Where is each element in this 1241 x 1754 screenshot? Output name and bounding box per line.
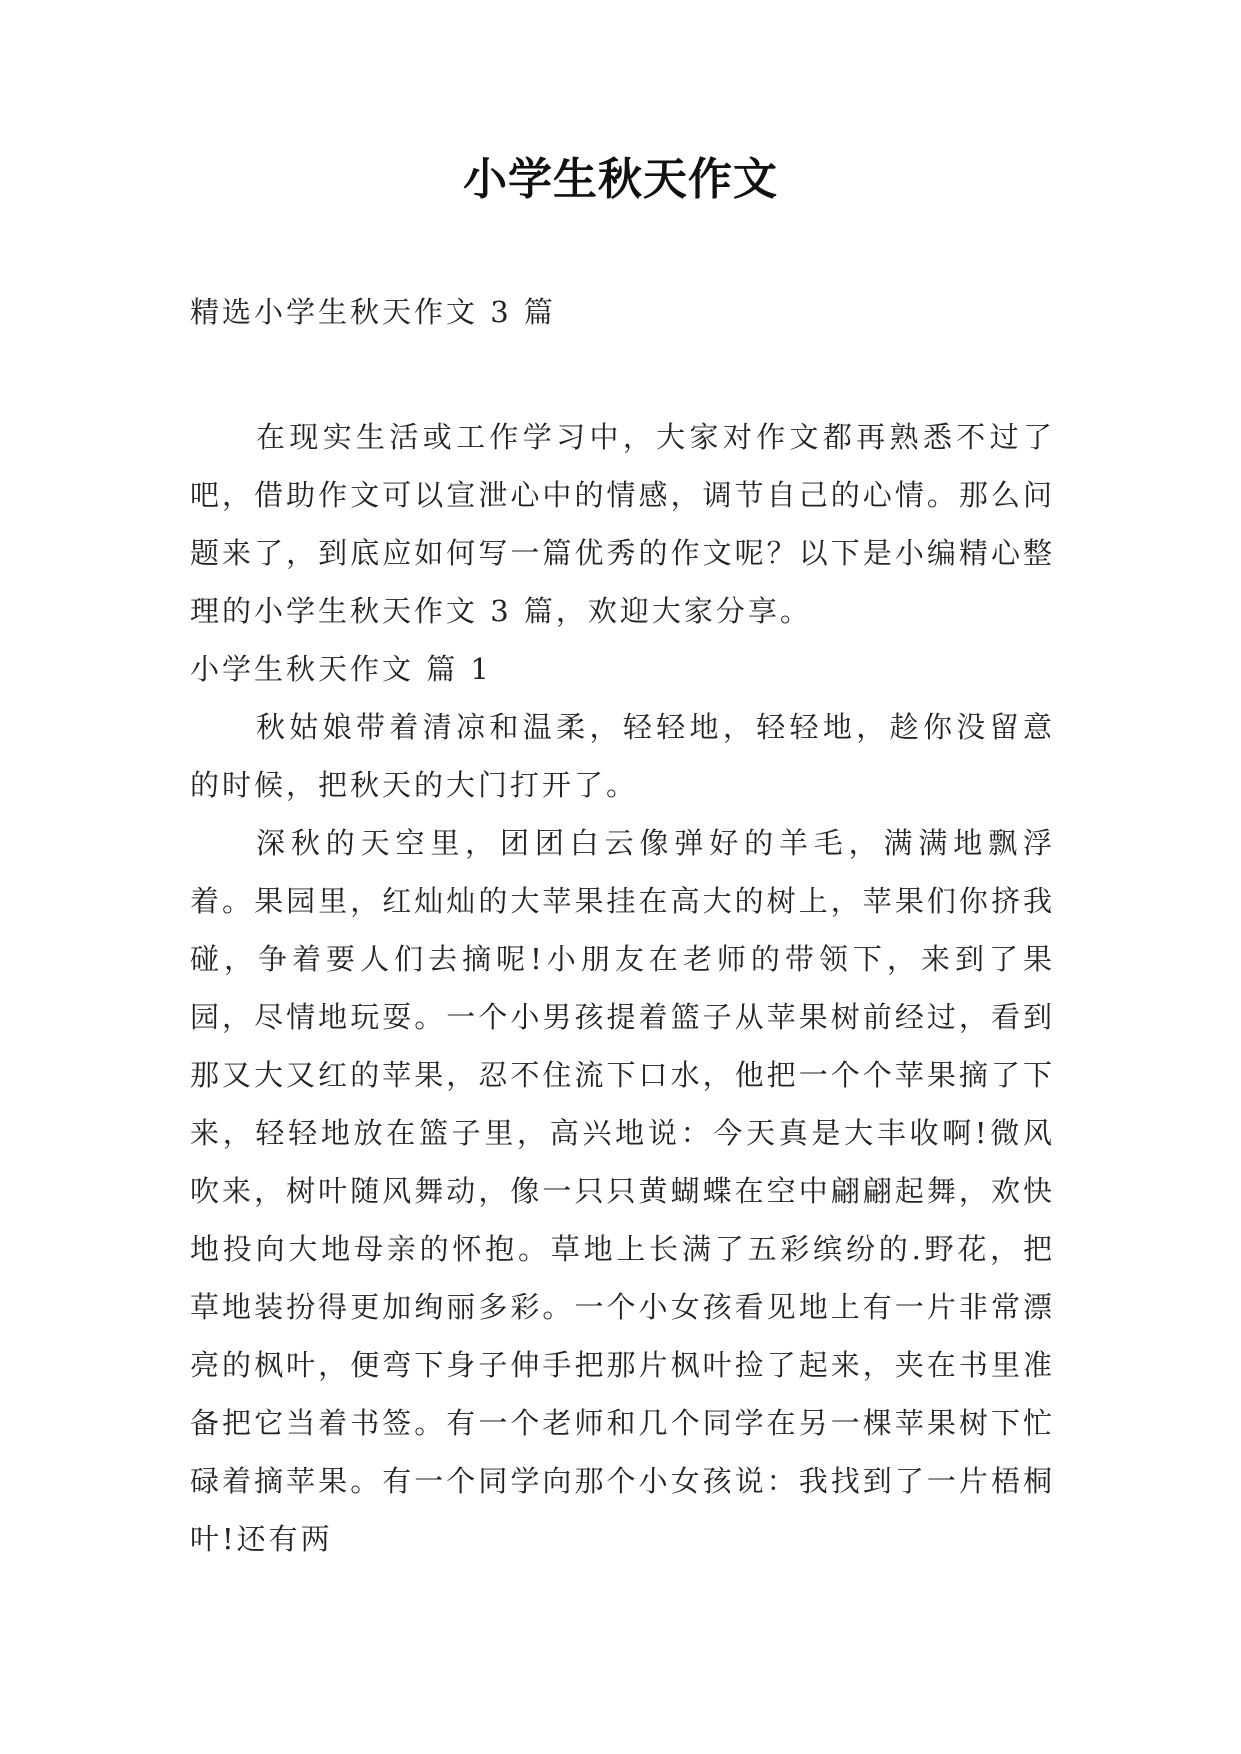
body-paragraph-2: 深秋的天空里，团团白云像弹好的羊毛，满满地飘浮着。果园里，红灿灿的大苹果挂在高大的树上，苹果们你挤我碰，争着要人们去摘呢!小朋友在老师的带领下，来到了果园，尽情地玩耍。一个小男孩提着篮子从苹果树前经过，看到那又大又红的苹果，忍不住流下口水，他把一个个苹果摘了下来，轻轻地放在篮子里，高兴地说：今天真是大丰收啊!微风吹来，树叶随风舞动，像一只只黄蝴蝶在空中翩翩起舞，欢快地投向大地母亲的怀抱。草地上长满了五彩缤纷的.野花，把草地装扮得更加绚丽多彩。一个小女孩看见地上有一片非常漂亮的枫叶，便弯下身子伸手把那片枫叶捡了起来，夹在书里准备把它当着书签。有一个老师和几个同学在另一棵苹果树下忙碌着摘苹果。有一个同学向那个小女孩说：我找到了一片梧桐叶!还有两 [190, 826, 1055, 1556]
section-heading: 小学生秋天作文 篇 1 [190, 652, 492, 686]
document-body [190, 408, 1055, 1568]
document-title: 小学生秋天作文 [463, 154, 778, 205]
body-paragraph-1: 秋姑娘带着清凉和温柔，轻轻地，轻轻地，趁你没留意的时候，把秋天的大门打开了。 [190, 710, 1055, 802]
intro-paragraph: 在现实生活或工作学习中，大家对作文都再熟悉不过了吧，借助作文可以宣泄心中的情感，调节自己的心情。那么问题来了，到底应如何写一篇优秀的作文呢？以下是小编精心整理的小学生秋天作文 3 篇，欢迎大家分享。 [190, 420, 1055, 628]
document-subtitle: 精选小学生秋天作文 3 篇 [190, 295, 556, 329]
